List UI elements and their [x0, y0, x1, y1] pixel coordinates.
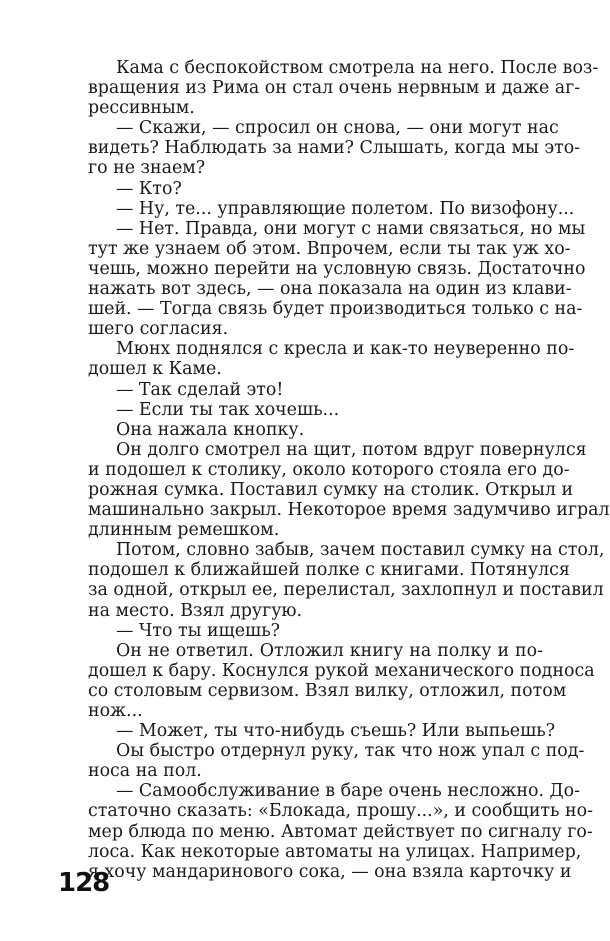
text-line: со столовым сервизом. Взял вилку, отложил, потом	[88, 680, 567, 701]
page-number: 128	[58, 868, 110, 898]
text-line: машинально закрыл. Некоторое время задумчиво играл	[88, 500, 610, 521]
text-line: Кама с беспокойством смотрела на него. После воз-	[116, 58, 599, 78]
text-line: шей. — Тогда связь будет производиться только с на-	[88, 299, 583, 320]
text-line: — Самообслуживание в баре очень несложно. До-	[116, 781, 580, 802]
text-line: — Так сделай это!	[116, 379, 284, 400]
text-line: рессивным.	[88, 98, 195, 119]
text-line: на место. Взял другую.	[88, 600, 303, 621]
text-line: Он долго смотрел на щит, потом вдруг повернулся	[116, 439, 587, 460]
text-line: я хочу мандаринового сока, — она взяла карточку и	[88, 861, 572, 882]
text-line: Он не ответил. Отложил книгу на полку и по-	[116, 640, 543, 661]
text-line: — Может, ты что-нибудь съешь? Или выпьешь?	[116, 721, 556, 742]
text-line: вращения из Рима он стал очень нервным и даже аг-	[88, 78, 581, 99]
text-line: Оы быстро отдернул руку, так что нож упал с под-	[116, 741, 585, 762]
text-line: — Ну, те... управляющие полетом. По визофону...	[116, 198, 575, 219]
text-line: дошел к Каме.	[88, 359, 222, 380]
text-line: дошел к бару. Коснулся рукой механического подноса	[88, 660, 595, 681]
text-line: — Нет. Правда, они могут с нами связаться, но мы	[116, 218, 586, 239]
text-line: лоса. Как некоторые автоматы на улицах. Например,	[88, 841, 582, 862]
text-line: Мюнх поднялся с кресла и как-то неуверенно по-	[116, 339, 575, 360]
text-line: нож...	[88, 701, 143, 721]
text-line: Она нажала кнопку.	[116, 419, 305, 440]
text-line: за одной, открыл ее, перелистал, захлопнул и поставил	[88, 580, 604, 601]
text-line: статочно сказать: «Блокада, прошу...», и сообщить но-	[88, 801, 593, 822]
text-line: — Если ты так хочешь...	[116, 399, 340, 420]
book-page-text	[88, 58, 610, 882]
text-line: и подошел к столику, около которого стояла его до-	[88, 459, 570, 480]
text-line: рожная сумка. Поставил сумку на столик. Открыл и	[88, 479, 574, 500]
text-line: носа на пол.	[88, 761, 202, 782]
text-line: видеть? Наблюдать за нами? Слышать, когда мы это-	[88, 138, 581, 159]
text-line: го не знаем?	[88, 158, 206, 179]
text-line: длинным ремешком.	[88, 520, 280, 541]
text-line: — Кто?	[116, 178, 182, 199]
text-line: шего согласия.	[88, 319, 229, 340]
text-line: — Скажи, — спросил он снова, — они могут нас	[116, 118, 559, 139]
text-line: Потом, словно забыв, зачем поставил сумку на стол,	[116, 540, 605, 561]
text-line: чешь, можно перейти на условную связь. Достаточно	[88, 258, 586, 279]
text-line: — Что ты ищешь?	[116, 620, 280, 641]
text-line: мер блюда по меню. Автомат действует по сигналу го-	[88, 821, 593, 842]
text-line: нажать вот здесь, — она показала на один из клави-	[88, 279, 572, 300]
text-line: подошел к ближайшей полке с книгами. Потянулся	[88, 560, 570, 581]
text-line: тут же узнаем об этом. Впрочем, если ты так уж хо-	[88, 238, 571, 259]
